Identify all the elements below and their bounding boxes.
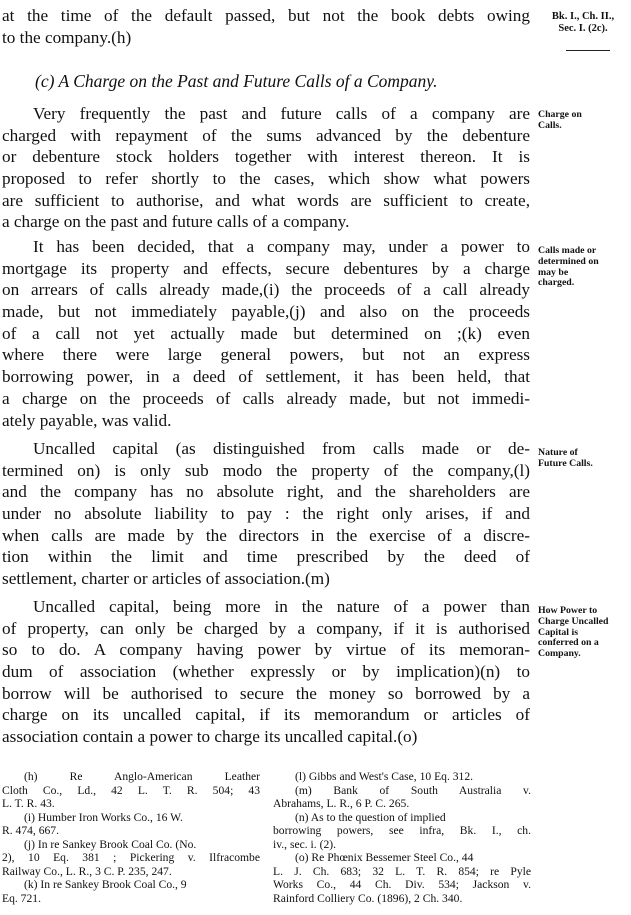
footnote-line: (n) As to the question of implied [295, 810, 446, 824]
footnote-line: 2), 10 Eq. 381 ; Pickering v. Ilfracombe [2, 851, 260, 864]
footnote-line: (j) In re Sankey Brook Coal Co. (No. [24, 837, 197, 851]
footnote-line: (i) Humber Iron Works Co., 16 W. [24, 810, 183, 824]
footnote-line: Cloth Co., Ld., 42 L. T. R. 504; 43 [2, 783, 260, 797]
footnote-line: (h) Re Anglo-American Leather [24, 770, 260, 783]
footnote-line: (m) Bank of South Australia v. [295, 783, 531, 797]
footnote-line: Eq. 721. [2, 891, 41, 905]
text-line: of property, can only be charged by a company, if it is authorised [2, 618, 530, 638]
text-line: tion within the limit and time prescribed by the deed of [2, 547, 530, 567]
text-line: on arrears of calls already made,(i) the proceeds of a call already [2, 280, 530, 300]
text-line: charged with repayment of the sums advanced by the debenture [2, 125, 530, 145]
margin-note-line: determined on [538, 255, 599, 267]
footnote-line: (k) In re Sankey Brook Coal Co., 9 [24, 878, 187, 891]
text-line: so to do. A company having power by virtue of its memoran- [2, 640, 530, 660]
footnote-line: Rainford Colliery Co. (1896), 2 Ch. 340. [273, 891, 463, 905]
text-line: charge on its uncalled capital, if its memorandum or articles of [2, 705, 530, 725]
text-line: ately payable, was valid. [2, 410, 172, 430]
margin-note-line: may be [538, 266, 569, 278]
margin-note-line: How Power to [538, 605, 598, 616]
margin-note-line: Capital is [538, 626, 579, 638]
margin-note-how-power [538, 606, 631, 660]
text-line: Uncalled capital (as distinguished from calls made or de- [33, 439, 530, 458]
margin-note-charge-on-calls [538, 110, 631, 132]
margin-note-line: Charge Uncalled [538, 615, 609, 627]
text-line: association contain a power to charge its uncalled capital.(o) [2, 727, 418, 747]
section-ref-line: Sec. I. (2c). [558, 22, 608, 34]
text-line: made, but not immediately payable,(j) and also on the proceeds [2, 302, 530, 322]
text-line: borrow will be authorised to secure the money so borrowed by a [2, 683, 530, 703]
text-line: to the company.(h) [2, 27, 132, 47]
footnote-line: iv., sec. i. (2). [273, 837, 336, 851]
footnote-line: Works Co., 44 Ch. Div. 534; Jackson v. [273, 878, 531, 891]
text-line: of a call not yet actually made but determined on ;(k) even [2, 323, 530, 343]
margin-note-nature-of-calls [538, 448, 631, 470]
margin-note-line: Company. [538, 648, 581, 660]
text-line: when calls are made by the directors in the exercise of a discre- [2, 525, 530, 545]
footnote-line: (l) Gibbs and West's Case, 10 Eq. 312. [295, 770, 474, 783]
margin-note-calls-made [538, 246, 631, 289]
section-heading: (c) A Charge on the Past and Future Calls of a Company. [35, 71, 438, 91]
text-line: mortgage its property and effects, secure debentures by a charge [2, 258, 530, 278]
text-line: under no absolute liability to pay : the right only arises, if and [2, 504, 530, 524]
footnote-line: L. J. Ch. 683; 32 L. T. R. 854; re Pyle [273, 864, 531, 878]
text-line: Very frequently the past and future calls of a company are [33, 104, 530, 123]
paragraph-2 [2, 236, 530, 431]
text-line: where there were large general powers, but not an express [2, 345, 530, 365]
text-line: a charge on the proceeds of calls already made, but not immedi- [2, 388, 530, 408]
text-line: at the time of the default passed, but not the book debts owing [2, 6, 530, 25]
footnote-line: L. T. R. 43. [2, 797, 55, 810]
text-line: or debenture stock holders together with interest thereon. It is [2, 147, 530, 167]
section-reference [540, 11, 626, 35]
footnote-line: (o) Re Phœnix Bessemer Steel Co., 44 [295, 851, 474, 864]
margin-note-line: Charge on [538, 109, 582, 120]
paragraph-1 [2, 103, 530, 233]
text-line: are sufficient to authorise, and what words are sufficient to create, [2, 190, 530, 210]
margin-note-line: charged. [538, 277, 575, 289]
footnote-line: borrowing powers, see infra, Bk. I., ch. [273, 824, 531, 837]
paragraph-3 [2, 438, 530, 590]
footnote-line: Abrahams, L. R., 6 P. C. 265. [273, 797, 410, 810]
footnotes-left [2, 770, 260, 905]
margin-note-line: Calls made or [538, 245, 597, 256]
text-line: a charge on the past and future calls of a company. [2, 212, 350, 232]
footnote-line: Railway Co., L. R., 3 C. P. 235, 247. [2, 864, 172, 878]
text-line: dum of association (whether expressly or by implication)(n) to [2, 662, 530, 682]
text-line: It has been decided, that a company may, under a power to [33, 237, 530, 256]
margin-note-line: Calls. [538, 119, 562, 131]
footnotes-right [273, 770, 531, 905]
text-line: proposed to refer shortly to the cases, which show what powers [2, 169, 530, 189]
text-line: termined on) is only sub modo the property of the company,(l) [2, 460, 530, 480]
margin-note-line: Nature of [538, 447, 578, 458]
margin-rule [566, 50, 610, 51]
continued-paragraph [2, 5, 530, 48]
text-line: settlement, charter or articles of association.(m) [2, 569, 330, 589]
paragraph-4 [2, 596, 530, 748]
footnote-line: R. 474, 667. [2, 824, 60, 837]
text-line: Uncalled capital, being more in the nature of a power than [33, 597, 530, 616]
section-ref-line: Bk. I., Ch. II., [551, 11, 615, 22]
margin-note-line: Future Calls. [538, 457, 593, 469]
text-line: and the company has no absolute right, and the shareholders are [2, 482, 530, 502]
text-line: borrowing power, in a deed of settlement, it has been held, that [2, 367, 530, 387]
margin-note-line: conferred on a [538, 637, 599, 649]
